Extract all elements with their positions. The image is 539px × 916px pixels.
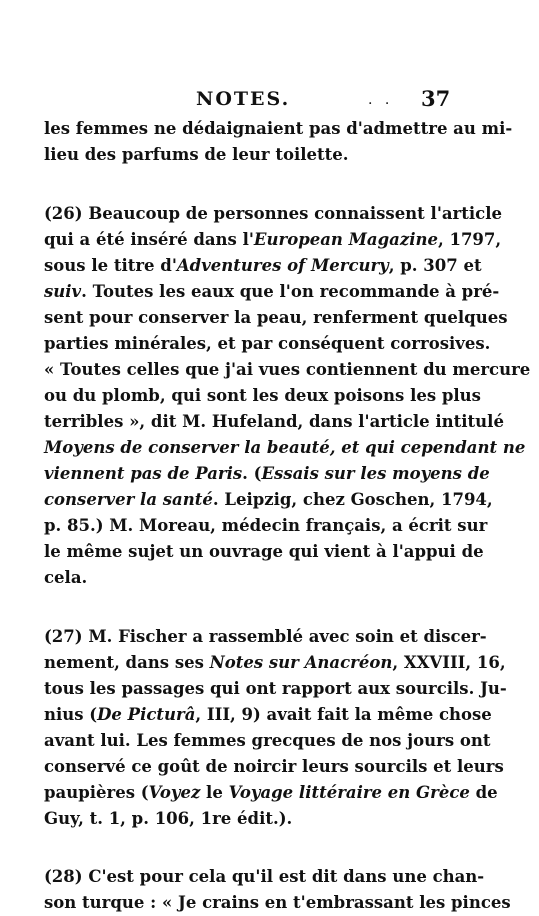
text-line: p. 85.) M. Moreau, médecin français, a écrit sur: [44, 516, 488, 535]
text-line: son turque : « Je crains en t'embrassant les pinces: [44, 893, 511, 912]
notes-body: [44, 116, 531, 916]
text-segment: , XXVIII, 16,: [392, 653, 506, 672]
text-line: [44, 461, 490, 487]
text-line: tous les passages qui ont rapport aux sourcils. Ju-: [44, 679, 507, 698]
italic-word: Voyez: [148, 783, 201, 802]
text-line: « Toutes celles que j'ai vues contiennent du mercure: [44, 360, 531, 379]
italic-abbrev: suiv: [44, 282, 82, 301]
text-line: [44, 227, 502, 253]
italic-title: Essais sur les moyens de: [261, 464, 490, 483]
italic-title: Voyage littéraire en Grèce: [228, 783, 470, 802]
text-line: [44, 253, 482, 279]
text-line: [44, 702, 492, 728]
paragraph-gap: [44, 168, 449, 201]
text-line: [44, 435, 526, 461]
text-line: [44, 780, 498, 806]
text-line: terribles », dit M. Hufeland, dans l'article intitulé: [44, 412, 504, 431]
italic-title: De Picturâ: [97, 705, 196, 724]
text-line: (26) Beaucoup de personnes connaissent l'article: [44, 204, 502, 223]
text-line: Guy, t. 1, p. 106, 1re édit.).: [44, 809, 293, 828]
text-line: lieu des parfums de leur toilette.: [44, 145, 349, 164]
running-title: NOTES.: [196, 88, 291, 110]
text-segment: paupières (: [44, 783, 149, 802]
italic-title: Moyens de conserver la beauté, et qui cependant ne: [44, 438, 526, 457]
running-head-dots: . .: [368, 92, 394, 108]
text-line: cela.: [44, 568, 88, 587]
text-line: [44, 487, 493, 513]
page-number: 37: [421, 86, 451, 111]
note-27: [44, 624, 507, 832]
text-segment: , III, 9) avait fait la même chose: [195, 705, 492, 724]
running-head: [0, 82, 539, 116]
text-segment: , p. 307 et: [388, 256, 482, 275]
text-segment: le: [200, 783, 229, 802]
note-25-continuation: [44, 116, 513, 168]
paragraph-gap: [44, 591, 449, 624]
text-segment: , 1797,: [437, 230, 502, 249]
text-segment: . (: [242, 464, 262, 483]
text-line: [44, 279, 500, 305]
italic-title: conserver la santé: [44, 490, 213, 509]
text-segment: . Leipzig, chez Goschen, 1794,: [212, 490, 493, 509]
text-segment: . Toutes les eaux que l'on recommande à pré-: [81, 282, 500, 301]
text-segment: sous le titre d': [44, 256, 177, 275]
text-line: parties minérales, et par conséquent corrosives.: [44, 334, 491, 353]
text-line: ou du plomb, qui sont les deux poisons les plus: [44, 386, 481, 405]
text-segment: qui a été inséré dans l': [44, 230, 254, 249]
text-line: avant lui. Les femmes grecques de nos jours ont: [44, 731, 491, 750]
text-segment: nius (: [44, 705, 98, 724]
text-line: les femmes ne dédaignaient pas d'admettre au mi-: [44, 119, 513, 138]
italic-title: Notes sur Anacréon: [209, 653, 393, 672]
note-26: [44, 201, 531, 591]
text-segment: de: [469, 783, 498, 802]
text-line: [44, 650, 506, 676]
paragraph-gap: [44, 832, 449, 864]
note-28: [44, 864, 511, 916]
text-line: conservé ce goût de noircir leurs sourcils et leurs: [44, 757, 504, 776]
text-line: (28) C'est pour cela qu'il est dit dans une chan-: [44, 867, 485, 886]
text-line: le même sujet un ouvrage qui vient à l'appui de: [44, 542, 484, 561]
italic-title: viennent pas de Paris: [44, 464, 243, 483]
text-segment: nement, dans ses: [44, 653, 210, 672]
text-line: (27) M. Fischer a rassemblé avec soin et discer-: [44, 627, 487, 646]
text-line: sent pour conserver la peau, renferment quelques: [44, 308, 508, 327]
italic-title: European Magazine: [253, 230, 438, 249]
italic-title: Adventures of Mercury: [176, 256, 389, 275]
